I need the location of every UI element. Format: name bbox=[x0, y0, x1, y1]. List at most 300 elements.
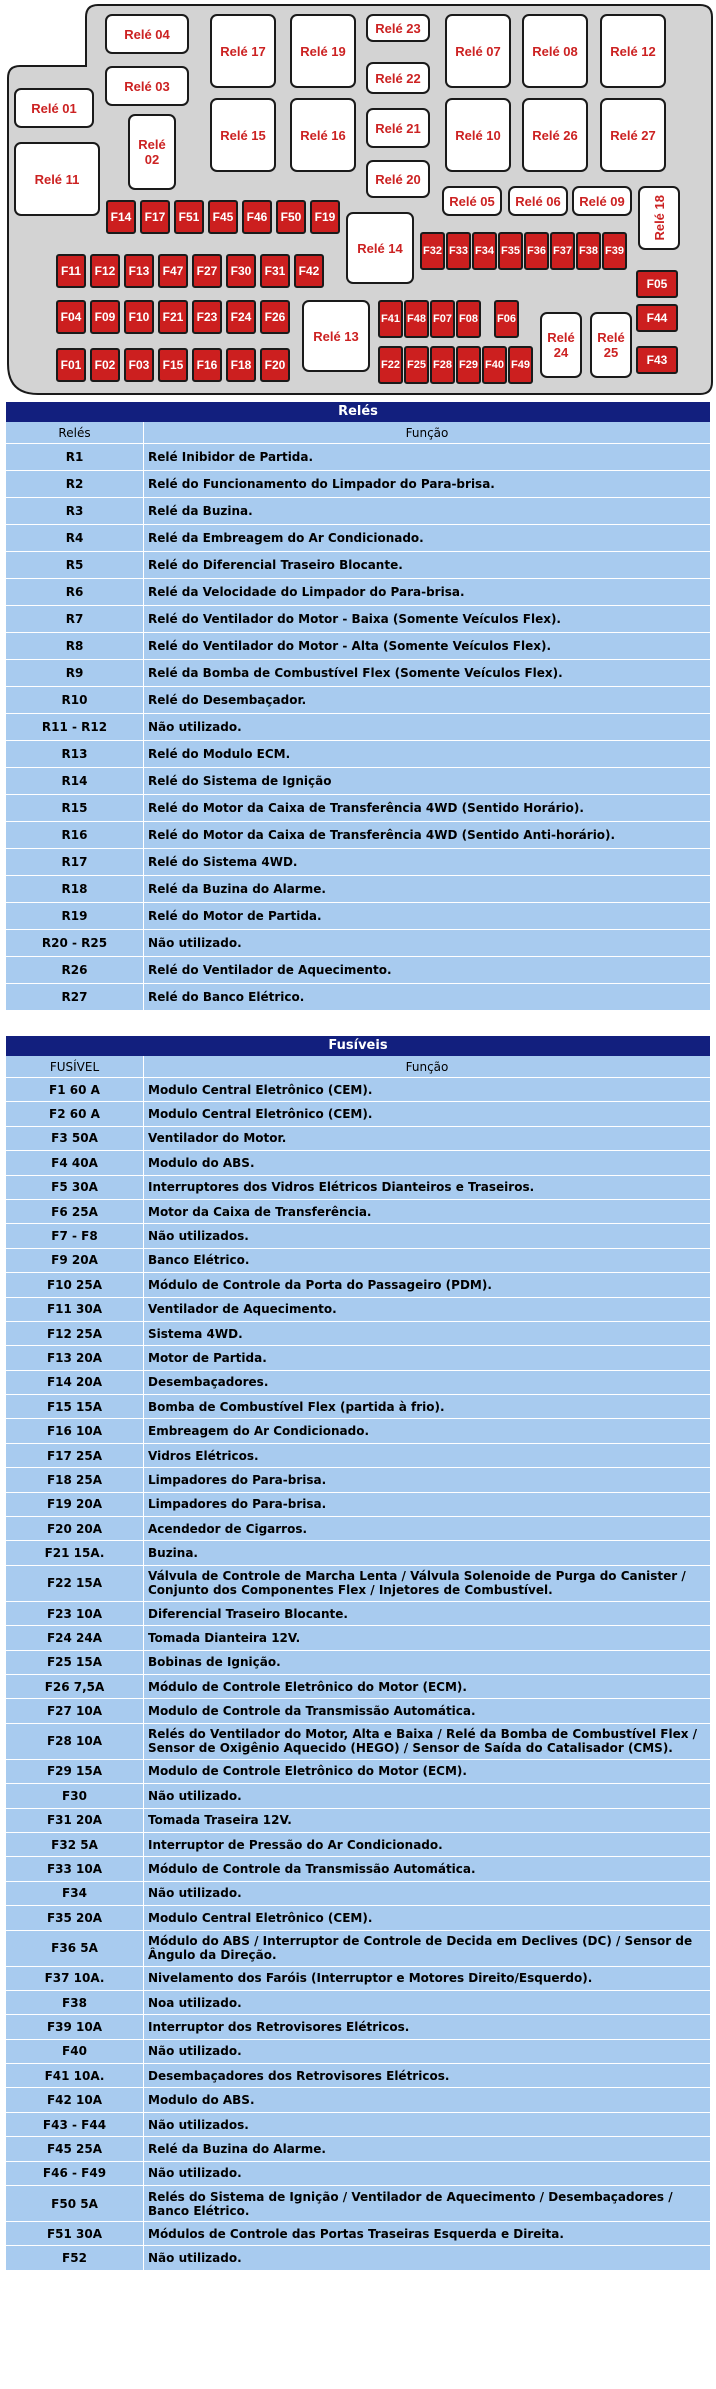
relay-19 bbox=[290, 14, 356, 88]
relay-label: Relé 16 bbox=[300, 127, 346, 143]
row-function: Relé do Ventilador do Motor - Baixa (Somente Veículos Flex). bbox=[148, 612, 561, 626]
fuse-f40: F40 bbox=[482, 346, 507, 384]
row-function: Modulo de Controle da Transmissão Automática. bbox=[148, 1704, 476, 1719]
fuse-f33: F33 bbox=[446, 232, 471, 270]
table-row bbox=[6, 741, 710, 768]
table-row bbox=[6, 1371, 710, 1395]
fuse-f46: F46 bbox=[242, 200, 272, 234]
row-function: Não utilizado. bbox=[148, 2166, 242, 2181]
table-row bbox=[6, 1602, 710, 1626]
relay-label: Relé 12 bbox=[610, 43, 656, 59]
table-row bbox=[6, 2113, 710, 2137]
table-row bbox=[6, 1200, 710, 1224]
table-row bbox=[6, 795, 710, 822]
row-code: F22 15A bbox=[6, 1566, 144, 1601]
row-function: Interruptor de Pressão do Ar Condicionado. bbox=[148, 1837, 443, 1852]
row-function: Módulo de Controle da Transmissão Automática. bbox=[148, 1862, 476, 1877]
row-code: F24 24A bbox=[6, 1626, 144, 1649]
relay-02 bbox=[128, 114, 176, 190]
row-code: F2 60 A bbox=[6, 1102, 144, 1125]
fuse-f30: F30 bbox=[226, 254, 256, 288]
table-row bbox=[6, 1273, 710, 1297]
table-row bbox=[6, 2040, 710, 2064]
relay-20 bbox=[366, 160, 430, 198]
row-function: Noa utilizado. bbox=[148, 1995, 242, 2010]
row-function: Relé do Funcionamento do Limpador do Para-brisa. bbox=[148, 477, 495, 491]
row-function: Módulo do ABS / Interruptor de Controle de Decida em Declives (DC) / Sensor de Ângulo da Direção. bbox=[148, 1934, 693, 1962]
row-function: Bobinas de Ignição. bbox=[148, 1655, 281, 1670]
relay-05 bbox=[442, 186, 502, 216]
table-row bbox=[6, 1322, 710, 1346]
table-row bbox=[6, 1833, 710, 1857]
reles-table-body bbox=[6, 444, 710, 1011]
row-code: F15 15A bbox=[6, 1395, 144, 1418]
row-code: F17 25A bbox=[6, 1444, 144, 1467]
relay-label: Relé 09 bbox=[579, 193, 625, 209]
row-function: Relé da Velocidade do Limpador do Para-brisa. bbox=[148, 585, 465, 599]
table-row bbox=[6, 849, 710, 876]
row-function: Não utilizado. bbox=[148, 720, 242, 734]
row-code: F40 bbox=[6, 2040, 144, 2063]
row-function: Sistema 4WD. bbox=[148, 1326, 243, 1341]
row-function: Limpadores do Para-brisa. bbox=[148, 1472, 327, 1487]
table-row bbox=[6, 1493, 710, 1517]
fuse-f16: F16 bbox=[192, 348, 222, 382]
row-function: Motor de Partida. bbox=[148, 1350, 267, 1365]
fuse-f45: F45 bbox=[208, 200, 238, 234]
fuse-box-diagram bbox=[0, 0, 716, 400]
row-function: Nivelamento dos Faróis (Interruptor e Motores Direito/Esquerdo). bbox=[148, 1971, 593, 1986]
table-row bbox=[6, 579, 710, 606]
table-row bbox=[6, 1857, 710, 1881]
fuse-f26: F26 bbox=[260, 300, 290, 334]
row-code: F38 bbox=[6, 1991, 144, 2014]
row-function: Relé do Motor de Partida. bbox=[148, 909, 322, 923]
fusiveis-column-headers bbox=[6, 1056, 710, 1078]
row-code: R27 bbox=[6, 984, 144, 1010]
row-code: F39 10A bbox=[6, 2015, 144, 2038]
row-function: Modulo Central Eletrônico (CEM). bbox=[148, 1107, 373, 1122]
relay-label: Relé 25 bbox=[597, 330, 625, 360]
relay-22 bbox=[366, 62, 430, 94]
row-code: F45 25A bbox=[6, 2137, 144, 2160]
fuse-f43: F43 bbox=[636, 346, 678, 374]
row-function: Modulo do ABS. bbox=[148, 1155, 255, 1170]
relay-label: Relé 14 bbox=[357, 240, 403, 256]
table-row bbox=[6, 1224, 710, 1248]
fuse-f31: F31 bbox=[260, 254, 290, 288]
fusiveis-table bbox=[6, 1036, 710, 2271]
row-function: Embreagem do Ar Condicionado. bbox=[148, 1424, 370, 1439]
reles-col-function-header: Função bbox=[405, 425, 449, 440]
row-code: R2 bbox=[6, 471, 144, 497]
row-code: F26 7,5A bbox=[6, 1675, 144, 1698]
row-code: R1 bbox=[6, 444, 144, 470]
row-function: Buzina. bbox=[148, 1546, 198, 1561]
table-row bbox=[6, 444, 710, 471]
row-code: R10 bbox=[6, 687, 144, 713]
relay-label: Relé 26 bbox=[532, 127, 578, 143]
relay-label: Relé 22 bbox=[375, 70, 421, 86]
fuse-f49: F49 bbox=[508, 346, 533, 384]
relay-label: Relé 04 bbox=[124, 26, 170, 42]
relay-12 bbox=[600, 14, 666, 88]
table-row bbox=[6, 606, 710, 633]
relay-21 bbox=[366, 108, 430, 148]
table-row bbox=[6, 498, 710, 525]
row-code: R19 bbox=[6, 903, 144, 929]
row-code: F6 25A bbox=[6, 1200, 144, 1223]
table-row bbox=[6, 1967, 710, 1991]
row-code: F25 15A bbox=[6, 1651, 144, 1674]
relay-label: Relé 19 bbox=[300, 43, 346, 59]
fuse-f17: F17 bbox=[140, 200, 170, 234]
row-function: Tomada Traseira 12V. bbox=[148, 1813, 292, 1828]
fuse-f34: F34 bbox=[472, 232, 497, 270]
relay-label: Relé 18 bbox=[651, 195, 667, 241]
table-row bbox=[6, 2137, 710, 2161]
row-function: Módulos de Controle das Portas Traseiras Esquerda e Direita. bbox=[148, 2226, 564, 2241]
row-code: F42 10A bbox=[6, 2088, 144, 2111]
table-row bbox=[6, 2222, 710, 2246]
table-row bbox=[6, 1566, 710, 1602]
relay-14 bbox=[346, 212, 414, 284]
table-row bbox=[6, 822, 710, 849]
relay-label: Relé 02 bbox=[138, 137, 166, 167]
row-function: Relés do Ventilador do Motor, Alta e Baixa / Relé da Bomba de Combustível Flex / Sensor de Oxigênio Aquecido (HEGO) / Sensor de Saída do Catalisador (CMS). bbox=[148, 1727, 698, 1756]
row-function: Modulo Central Eletrônico (CEM). bbox=[148, 1910, 373, 1925]
row-function: Relé do Ventilador do Motor - Alta (Somente Veículos Flex). bbox=[148, 639, 552, 653]
row-function: Não utilizado. bbox=[148, 936, 242, 950]
table-row bbox=[6, 2064, 710, 2088]
relay-26 bbox=[522, 98, 588, 172]
row-function: Vidros Elétricos. bbox=[148, 1448, 259, 1463]
row-function: Desembaçadores. bbox=[148, 1375, 269, 1390]
row-code: R4 bbox=[6, 525, 144, 551]
row-code: F23 10A bbox=[6, 1602, 144, 1625]
table-row bbox=[6, 1127, 710, 1151]
row-function: Não utilizado. bbox=[148, 2251, 242, 2266]
table-row bbox=[6, 2246, 710, 2270]
table-row bbox=[6, 984, 710, 1011]
row-code: F29 15A bbox=[6, 1760, 144, 1783]
row-code: R17 bbox=[6, 849, 144, 875]
row-function: Relé da Buzina. bbox=[148, 504, 253, 518]
table-row bbox=[6, 660, 710, 687]
row-function: Diferencial Traseiro Blocante. bbox=[148, 1606, 348, 1621]
row-function: Relé do Banco Elétrico. bbox=[148, 990, 305, 1004]
relay-label: Relé 24 bbox=[547, 330, 575, 360]
row-code: R6 bbox=[6, 579, 144, 605]
row-function: Relé do Sistema de Ignição bbox=[148, 774, 332, 788]
relay-label: Relé 21 bbox=[375, 120, 421, 136]
row-code: R11 - R12 bbox=[6, 714, 144, 740]
row-code: F9 20A bbox=[6, 1249, 144, 1272]
row-function: Relé do Sistema 4WD. bbox=[148, 855, 298, 869]
table-row bbox=[6, 1102, 710, 1126]
fuse-f18: F18 bbox=[226, 348, 256, 382]
row-function: Limpadores do Para-brisa. bbox=[148, 1497, 327, 1512]
fuse-f51: F51 bbox=[174, 200, 204, 234]
row-code: F18 25A bbox=[6, 1468, 144, 1491]
row-function: Não utilizado. bbox=[148, 1886, 242, 1901]
table-row bbox=[6, 1346, 710, 1370]
row-code: F3 50A bbox=[6, 1127, 144, 1150]
fuse-f15: F15 bbox=[158, 348, 188, 382]
relay-label: Relé 15 bbox=[220, 127, 266, 143]
fuse-f06: F06 bbox=[494, 300, 519, 338]
fuse-f22: F22 bbox=[378, 346, 403, 384]
table-row bbox=[6, 552, 710, 579]
row-code: F1 60 A bbox=[6, 1078, 144, 1101]
row-code: F32 5A bbox=[6, 1833, 144, 1856]
row-function: Relé da Embreagem do Ar Condicionado. bbox=[148, 531, 424, 545]
table-row bbox=[6, 1931, 710, 1967]
fusiveis-col-code-header: FUSÍVEL bbox=[6, 1056, 144, 1077]
row-function: Relé da Buzina do Alarme. bbox=[148, 882, 326, 896]
row-function: Não utilizado. bbox=[148, 1788, 242, 1803]
table-row bbox=[6, 768, 710, 795]
relay-label: Relé 07 bbox=[455, 43, 501, 59]
table-row bbox=[6, 1675, 710, 1699]
table-row bbox=[6, 633, 710, 660]
relay-label: Relé 27 bbox=[610, 127, 656, 143]
row-code: F12 25A bbox=[6, 1322, 144, 1345]
reles-col-code-header: Relés bbox=[6, 422, 144, 443]
row-function: Relé Inibidor de Partida. bbox=[148, 450, 314, 464]
row-code: F50 5A bbox=[6, 2186, 144, 2221]
fusiveis-table-title: Fusíveis bbox=[6, 1036, 710, 1056]
row-code: F11 30A bbox=[6, 1298, 144, 1321]
reles-table bbox=[6, 402, 710, 1011]
fuse-f12: F12 bbox=[90, 254, 120, 288]
relay-23 bbox=[366, 14, 430, 42]
table-row bbox=[6, 1444, 710, 1468]
table-row bbox=[6, 1760, 710, 1784]
row-function: Ventilador de Aquecimento. bbox=[148, 1302, 337, 1317]
relay-17 bbox=[210, 14, 276, 88]
fuse-f41: F41 bbox=[378, 300, 403, 338]
table-row bbox=[6, 2186, 710, 2222]
row-function: Banco Elétrico. bbox=[148, 1253, 250, 1268]
table-row bbox=[6, 1419, 710, 1443]
table-row bbox=[6, 1298, 710, 1322]
row-function: Módulo de Controle da Porta do Passageiro (PDM). bbox=[148, 1277, 492, 1292]
row-function: Relés do Sistema de Ignição / Ventilador de Aquecimento / Desembaçadores / Banco Elétrico. bbox=[148, 2189, 673, 2218]
fuse-f25: F25 bbox=[404, 346, 429, 384]
row-function: Relé da Buzina do Alarme. bbox=[148, 2141, 326, 2156]
table-row bbox=[6, 1699, 710, 1723]
row-code: R9 bbox=[6, 660, 144, 686]
row-function: Relé da Bomba de Combustível Flex (Somente Veículos Flex). bbox=[148, 666, 563, 680]
table-row bbox=[6, 2162, 710, 2186]
table-row bbox=[6, 930, 710, 957]
row-code: F4 40A bbox=[6, 1151, 144, 1174]
row-function: Tomada Dianteira 12V. bbox=[148, 1630, 301, 1645]
relay-16 bbox=[290, 98, 356, 172]
table-row bbox=[6, 1517, 710, 1541]
relay-24 bbox=[540, 312, 582, 378]
row-code: F19 20A bbox=[6, 1493, 144, 1516]
row-function: Módulo de Controle Eletrônico do Motor (ECM). bbox=[148, 1679, 467, 1694]
fuse-f23: F23 bbox=[192, 300, 222, 334]
table-row bbox=[6, 687, 710, 714]
table-row bbox=[6, 876, 710, 903]
row-function: Relé do Modulo ECM. bbox=[148, 747, 291, 761]
table-row bbox=[6, 1468, 710, 1492]
row-function: Acendedor de Cigarros. bbox=[148, 1521, 308, 1536]
row-code: F10 25A bbox=[6, 1273, 144, 1296]
fuse-f04: F04 bbox=[56, 300, 86, 334]
fuse-f03: F03 bbox=[124, 348, 154, 382]
relay-18 bbox=[638, 186, 680, 250]
table-row bbox=[6, 1809, 710, 1833]
row-code: R16 bbox=[6, 822, 144, 848]
fuse-f20: F20 bbox=[260, 348, 290, 382]
reles-table-title: Relés bbox=[6, 402, 710, 422]
row-code: F5 30A bbox=[6, 1176, 144, 1199]
row-function: Não utilizados. bbox=[148, 2117, 249, 2132]
fuse-f48: F48 bbox=[404, 300, 429, 338]
table-row bbox=[6, 525, 710, 552]
table-row bbox=[6, 1541, 710, 1565]
fuse-f01: F01 bbox=[56, 348, 86, 382]
row-code: R14 bbox=[6, 768, 144, 794]
fuse-f28: F28 bbox=[430, 346, 455, 384]
relay-label: Relé 17 bbox=[220, 43, 266, 59]
row-code: F14 20A bbox=[6, 1371, 144, 1394]
row-function: Interruptor dos Retrovisores Elétricos. bbox=[148, 2019, 410, 2034]
fuse-f02: F02 bbox=[90, 348, 120, 382]
relay-11 bbox=[14, 142, 100, 216]
row-code: R26 bbox=[6, 957, 144, 983]
table-row bbox=[6, 1151, 710, 1175]
row-code: F52 bbox=[6, 2246, 144, 2269]
table-row bbox=[6, 1906, 710, 1930]
table-row bbox=[6, 1395, 710, 1419]
fuse-f38: F38 bbox=[576, 232, 601, 270]
table-row bbox=[6, 1626, 710, 1650]
relay-06 bbox=[508, 186, 568, 216]
table-row bbox=[6, 1991, 710, 2015]
fuse-f44: F44 bbox=[636, 304, 678, 332]
row-code: F51 30A bbox=[6, 2222, 144, 2245]
relay-09 bbox=[572, 186, 632, 216]
relay-03 bbox=[105, 66, 189, 106]
row-function: Modulo do ABS. bbox=[148, 2093, 255, 2108]
row-code: F16 10A bbox=[6, 1419, 144, 1442]
relay-label: Relé 08 bbox=[532, 43, 578, 59]
relay-label: Relé 13 bbox=[313, 328, 359, 344]
table-row bbox=[6, 471, 710, 498]
table-row bbox=[6, 1651, 710, 1675]
fuse-f14: F14 bbox=[106, 200, 136, 234]
row-function: Relé do Diferencial Traseiro Blocante. bbox=[148, 558, 403, 572]
row-code: F43 - F44 bbox=[6, 2113, 144, 2136]
row-code: F37 10A. bbox=[6, 1967, 144, 1990]
table-row bbox=[6, 2088, 710, 2112]
fuse-f35: F35 bbox=[498, 232, 523, 270]
fuse-f37: F37 bbox=[550, 232, 575, 270]
fuse-f42: F42 bbox=[294, 254, 324, 288]
row-function: Ventilador do Motor. bbox=[148, 1131, 287, 1146]
fuse-f05: F05 bbox=[636, 270, 678, 298]
relay-15 bbox=[210, 98, 276, 172]
fuse-f47: F47 bbox=[158, 254, 188, 288]
row-code: F41 10A. bbox=[6, 2064, 144, 2087]
relay-label: Relé 01 bbox=[31, 100, 77, 116]
fuse-f24: F24 bbox=[226, 300, 256, 334]
fuse-f08: F08 bbox=[456, 300, 481, 338]
row-code: R7 bbox=[6, 606, 144, 632]
row-code: F27 10A bbox=[6, 1699, 144, 1722]
fuse-f07: F07 bbox=[430, 300, 455, 338]
fusiveis-col-function-header: Função bbox=[405, 1059, 449, 1074]
fuse-f27: F27 bbox=[192, 254, 222, 288]
row-function: Desembaçadores dos Retrovisores Elétricos. bbox=[148, 2068, 450, 2083]
row-function: Relé do Desembaçador. bbox=[148, 693, 307, 707]
row-code: R18 bbox=[6, 876, 144, 902]
row-function: Relé do Ventilador de Aquecimento. bbox=[148, 963, 392, 977]
row-code: F33 10A bbox=[6, 1857, 144, 1880]
relay-label: Relé 06 bbox=[515, 193, 561, 209]
row-code: R13 bbox=[6, 741, 144, 767]
row-code: F36 5A bbox=[6, 1931, 144, 1966]
row-function: Não utilizado. bbox=[148, 2044, 242, 2059]
row-function: Motor da Caixa de Transferência. bbox=[148, 1204, 372, 1219]
relay-label: Relé 10 bbox=[455, 127, 501, 143]
fuse-f13: F13 bbox=[124, 254, 154, 288]
row-code: R5 bbox=[6, 552, 144, 578]
row-function: Interruptores dos Vidros Elétricos Dianteiros e Traseiros. bbox=[148, 1180, 535, 1195]
table-row bbox=[6, 1882, 710, 1906]
row-function: Relé do Motor da Caixa de Transferência 4WD (Sentido Horário). bbox=[148, 801, 584, 815]
fusiveis-table-body bbox=[6, 1078, 710, 2271]
fuse-f29: F29 bbox=[456, 346, 481, 384]
reles-column-headers bbox=[6, 422, 710, 444]
relay-08 bbox=[522, 14, 588, 88]
table-row bbox=[6, 1176, 710, 1200]
row-function: Relé do Motor da Caixa de Transferência 4WD (Sentido Anti-horário). bbox=[148, 828, 616, 842]
relay-label: Relé 11 bbox=[34, 171, 80, 187]
row-function: Bomba de Combustível Flex (partida à frio). bbox=[148, 1399, 445, 1414]
row-function: Modulo Central Eletrônico (CEM). bbox=[148, 1082, 373, 1097]
table-row bbox=[6, 1078, 710, 1102]
row-function: Não utilizados. bbox=[148, 1229, 249, 1244]
fuse-f32: F32 bbox=[420, 232, 445, 270]
relay-27 bbox=[600, 98, 666, 172]
row-code: R20 - R25 bbox=[6, 930, 144, 956]
relay-07 bbox=[445, 14, 511, 88]
table-row bbox=[6, 1724, 710, 1760]
table-row bbox=[6, 1249, 710, 1273]
row-code: F20 20A bbox=[6, 1517, 144, 1540]
row-code: F35 20A bbox=[6, 1906, 144, 1929]
row-code: F7 - F8 bbox=[6, 1224, 144, 1247]
row-code: R8 bbox=[6, 633, 144, 659]
relay-04 bbox=[105, 14, 189, 54]
table-row bbox=[6, 903, 710, 930]
row-code: F34 bbox=[6, 1882, 144, 1905]
fuse-f50: F50 bbox=[276, 200, 306, 234]
relay-label: Relé 05 bbox=[449, 193, 495, 209]
relay-label: Relé 23 bbox=[375, 20, 421, 36]
row-code: F46 - F49 bbox=[6, 2162, 144, 2185]
fuse-f11: F11 bbox=[56, 254, 86, 288]
row-code: F21 15A. bbox=[6, 1541, 144, 1564]
fuse-f39: F39 bbox=[602, 232, 627, 270]
row-code: F28 10A bbox=[6, 1724, 144, 1759]
